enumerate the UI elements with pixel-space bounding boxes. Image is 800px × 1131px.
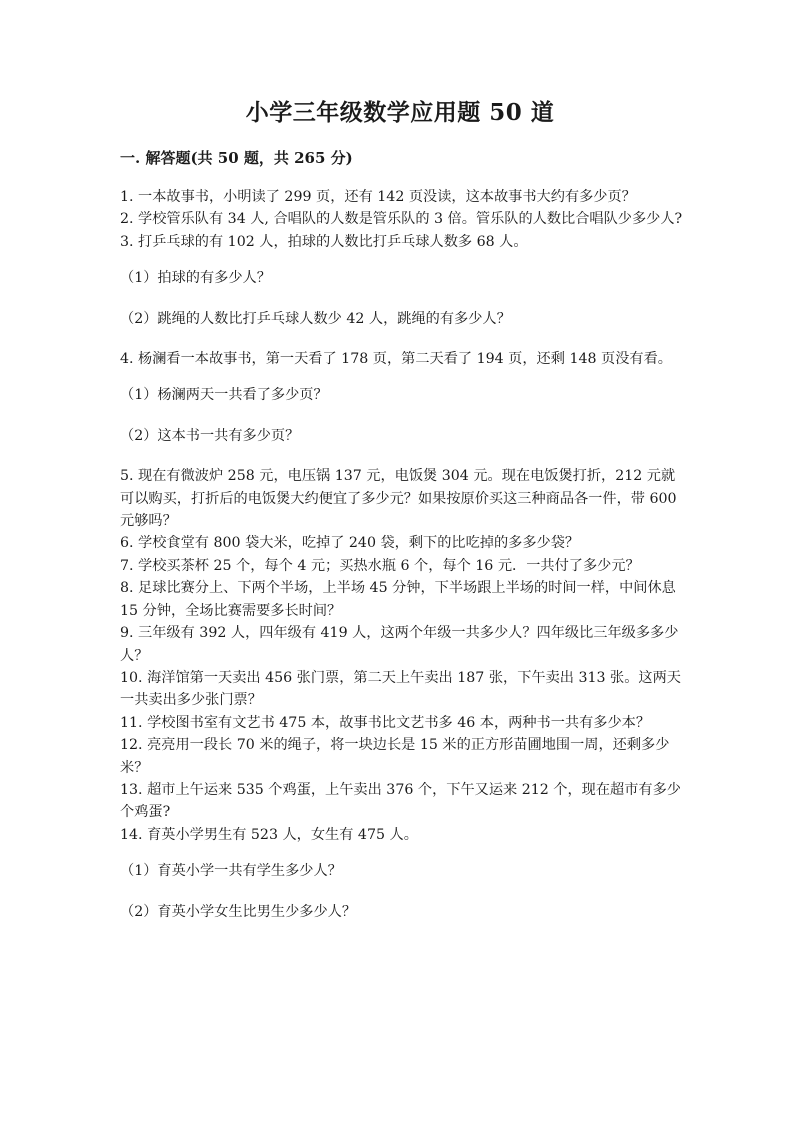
question-8: 8. 足球比赛分上、下两个半场，上半场 45 分钟，下半场跟上半场的时间一样，中间休息 15 分钟，全场比赛需要多长时间？ [120,580,676,619]
question-14: 14. 育英小学男生有 523 人，女生有 475 人。 [120,826,418,843]
question-3: 3. 打乒乓球的有 102 人，拍球的人数比打乒乓球人数多 68 人。 [120,233,528,250]
question-1: 1. 一本故事书，小明读了 299 页，还有 142 页没读，这本故事书大约有多少页？ [120,189,636,205]
question-11: 11. 学校图书室有文艺书 475 本，故事书比文艺书多 46 本，两种书一共有多少本？ [120,714,651,731]
question-4-part-1: （1）杨澜两天一共看了多少页？ [120,387,328,404]
question-12: 12. 亮亮用一段长 70 米的绳子，将一块边长是 15 米的正方形苗圃地围一周，还剩多少米？ [120,737,670,776]
question-2: 2. 学校管乐队有 34 人, 合唱队的人数是管乐队的 3 倍。管乐队的人数比合唱队少多少人? [120,211,683,228]
question-list [120,186,685,941]
document-title: 小学三年级数学应用题 50 道 [245,99,555,126]
question-13: 13. 超市上午运来 535 个鸡蛋，上午卖出 376 个，下午又运来 212 个，现在超市有多少个鸡蛋? [120,781,681,821]
question-9: 9. 三年级有 392 人，四年级有 419 人，这两个年级一共多少人？四年级比三年级多多少人？ [120,625,679,664]
question-3-part-2: （2）跳绳的人数比打乒乓球人数少 42 人，跳绳的有多少人？ [120,310,511,327]
question-4: 4. 杨澜看一本故事书，第一天看了 178 页，第二天看了 194 页，还剩 148 页没有看。 [120,351,672,368]
question-3-part-1: （1）拍球的有多少人？ [120,270,271,287]
question-10: 10. 海洋馆第一天卖出 456 张门票，第二天上午卖出 187 张，下午卖出 313 张。这两天一共卖出多少张门票？ [120,669,681,709]
section-heading: 一. 解答题(共 50 题，共 265 分) [120,149,353,167]
question-14-part-1: （1）育英小学一共有学生多少人？ [120,863,342,880]
question-14-part-2: （2）育英小学女生比男生少多少人？ [120,903,357,920]
question-7: 7. 学校买茶杯 25 个，每个 4 元；买热水瓶 6 个，每个 16 元．一共付了多少元？ [120,557,640,574]
question-4-part-2: （2）这本书一共有多少页？ [120,427,300,444]
question-6: 6. 学校食堂有 800 袋大米，吃掉了 240 袋，剩下的比吃掉的多多少袋？ [120,535,580,552]
question-5: 5. 现在有微波炉 258 元，电压锅 137 元，电饭煲 304 元。现在电饭煲打折，212 元就可以购买，打折后的电饭煲大约便宜了多少元？如果按原价买这三种商品各一件，带 600 元够吗？ [120,468,677,530]
